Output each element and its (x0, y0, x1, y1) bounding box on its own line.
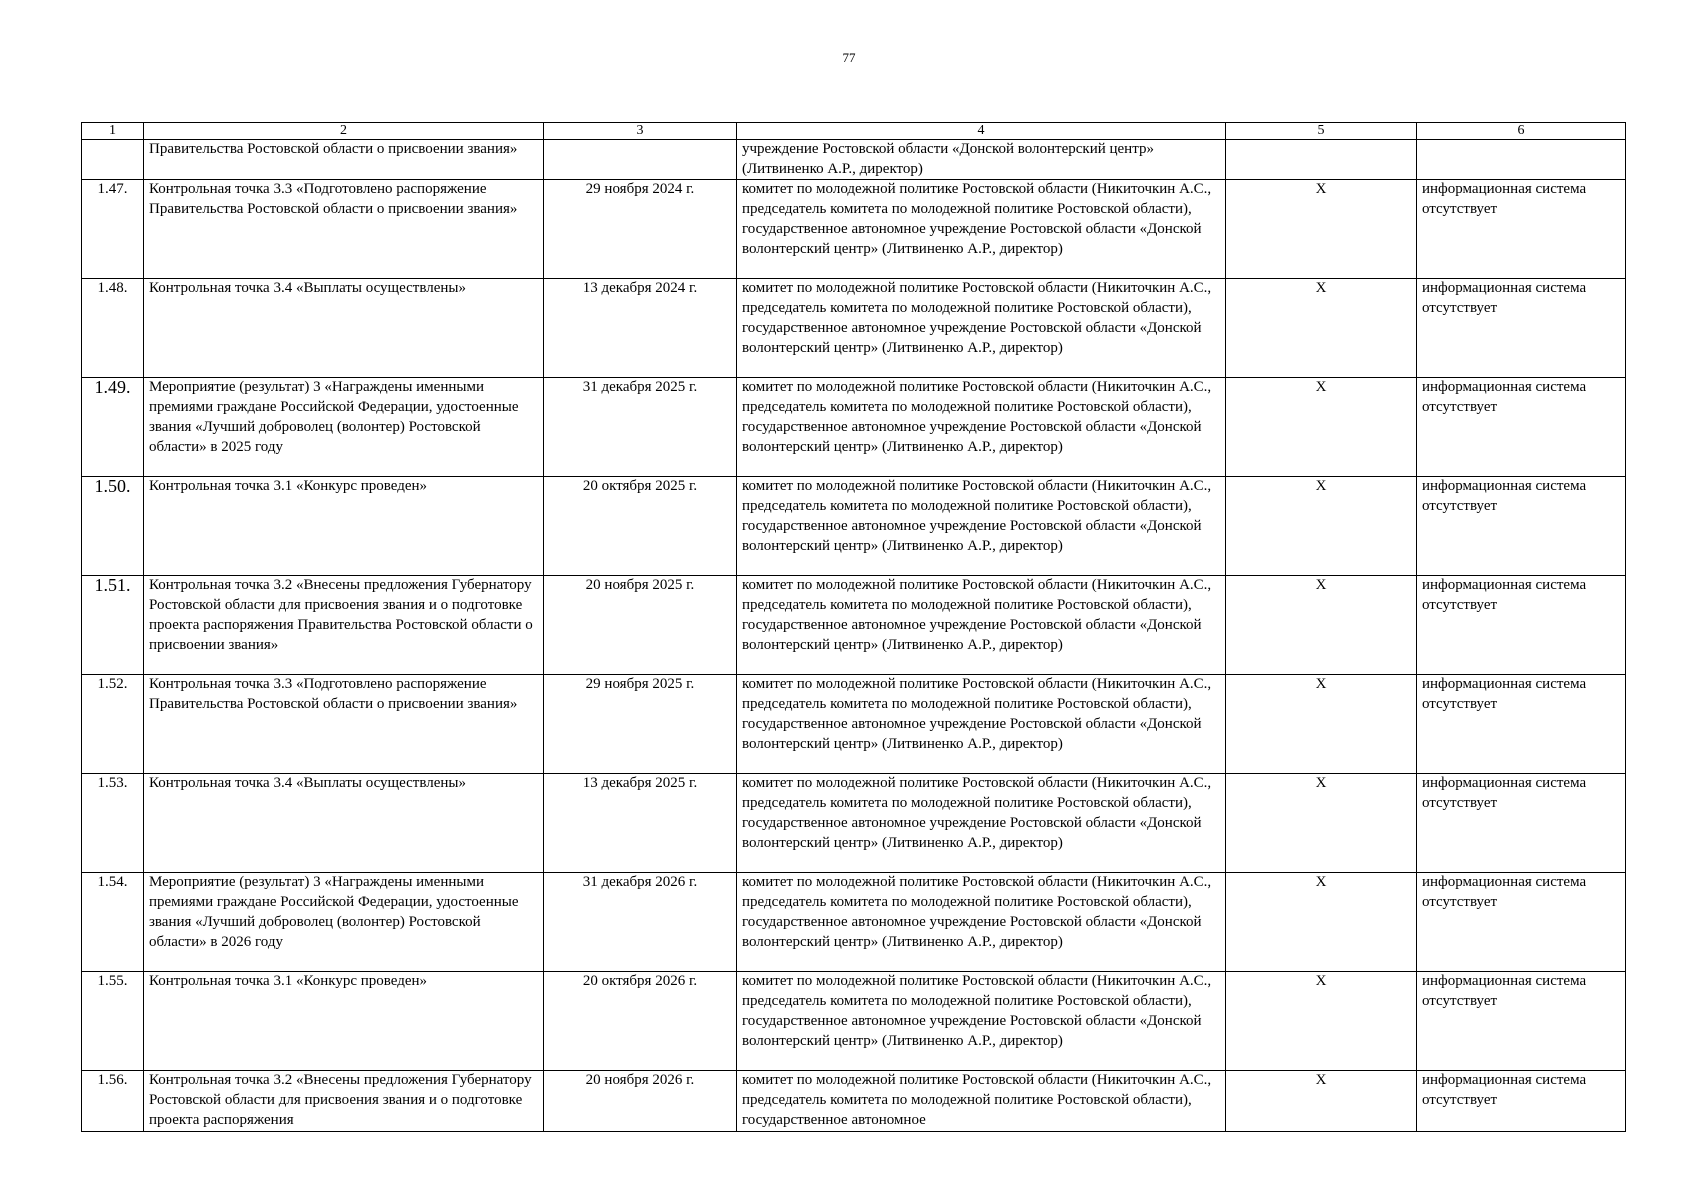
event-name: Контрольная точка 3.4 «Выплаты осуществлены» (144, 774, 544, 873)
due-date: 29 ноября 2024 г. (544, 180, 737, 279)
event-name: Контрольная точка 3.2 «Внесены предложения Губернатору Ростовской области для присвоения звания и о подготовке проекта распоряжения (144, 1071, 544, 1131)
event-name: Контрольная точка 3.3 «Подготовлено распоряжение Правительства Ростовской области о присвоении звания» (144, 180, 544, 279)
due-date: 29 ноября 2025 г. (544, 675, 737, 774)
responsible-executor: комитет по молодежной политике Ростовской области (Никиточкин А.С., председатель комитета по молодежной политике Ростовской области), государственное автономное учреждение Ростовской области «Донской волонтерский центр» (Литвиненко А.Р., директор) (737, 873, 1226, 972)
responsible-executor: комитет по молодежной политике Ростовской области (Никиточкин А.С., председатель комитета по молодежной политике Ростовской области), государственное автономное учреждение Ростовской области «Донской волонтерский центр» (Литвиненко А.Р., директор) (737, 180, 1226, 279)
row-number: 1.51. (82, 576, 144, 675)
document-type: Х (1226, 972, 1417, 1071)
information-system: информационная система отсутствует (1417, 675, 1626, 774)
information-system: информационная система отсутствует (1417, 180, 1626, 279)
row-number: 1.50. (82, 477, 144, 576)
table-row (82, 972, 1626, 1071)
due-date (544, 140, 737, 180)
information-system: информационная система отсутствует (1417, 972, 1626, 1071)
due-date: 20 ноября 2025 г. (544, 576, 737, 675)
table-row (82, 873, 1626, 972)
document-type: Х (1226, 279, 1417, 378)
column-number: 6 (1417, 123, 1626, 140)
row-number: 1.49. (82, 378, 144, 477)
responsible-executor: учреждение Ростовской области «Донской волонтерский центр» (Литвиненко А.Р., директор) (737, 140, 1226, 180)
column-number: 5 (1226, 123, 1417, 140)
due-date: 13 декабря 2024 г. (544, 279, 737, 378)
row-number: 1.56. (82, 1071, 144, 1131)
document-type (1226, 140, 1417, 180)
event-name: Контрольная точка 3.1 «Конкурс проведен» (144, 477, 544, 576)
event-name: Контрольная точка 3.1 «Конкурс проведен» (144, 972, 544, 1071)
table-row (82, 774, 1626, 873)
due-date: 13 декабря 2025 г. (544, 774, 737, 873)
page-number: 77 (842, 50, 856, 65)
responsible-executor: комитет по молодежной политике Ростовской области (Никиточкин А.С., председатель комитета по молодежной политике Ростовской области), государственное автономное учреждение Ростовской области «Донской волонтерский центр» (Литвиненко А.Р., директор) (737, 972, 1226, 1071)
event-name: Контрольная точка 3.4 «Выплаты осуществлены» (144, 279, 544, 378)
table-row (82, 1071, 1626, 1131)
table-row (82, 477, 1626, 576)
document-type: Х (1226, 675, 1417, 774)
row-number: 1.54. (82, 873, 144, 972)
responsible-executor: комитет по молодежной политике Ростовской области (Никиточкин А.С., председатель комитета по молодежной политике Ростовской области), государственное автономное учреждение Ростовской области «Донской волонтерский центр» (Литвиненко А.Р., директор) (737, 675, 1226, 774)
event-name: Контрольная точка 3.3 «Подготовлено распоряжение Правительства Ростовской области о присвоении звания» (144, 675, 544, 774)
due-date: 31 декабря 2026 г. (544, 873, 737, 972)
information-system: информационная система отсутствует (1417, 873, 1626, 972)
document-type: Х (1226, 576, 1417, 675)
document-type: Х (1226, 774, 1417, 873)
event-name: Правительства Ростовской области о присвоении звания» (144, 140, 544, 180)
row-number: 1.53. (82, 774, 144, 873)
column-number: 2 (144, 123, 544, 140)
column-number-row (82, 123, 1626, 140)
responsible-executor: комитет по молодежной политике Ростовской области (Никиточкин А.С., председатель комитета по молодежной политике Ростовской области), государственное автономное учреждение Ростовской области «Донской волонтерский центр» (Литвиненко А.Р., директор) (737, 378, 1226, 477)
table-row (82, 140, 1626, 180)
responsible-executor: комитет по молодежной политике Ростовской области (Никиточкин А.С., председатель комитета по молодежной политике Ростовской области), государственное автономное учреждение Ростовской области «Донской волонтерский центр» (Литвиненко А.Р., директор) (737, 774, 1226, 873)
responsible-executor: комитет по молодежной политике Ростовской области (Никиточкин А.С., председатель комитета по молодежной политике Ростовской области), государственное автономное учреждение Ростовской области «Донской волонтерский центр» (Литвиненко А.Р., директор) (737, 576, 1226, 675)
information-system: информационная система отсутствует (1417, 378, 1626, 477)
due-date: 20 октября 2025 г. (544, 477, 737, 576)
column-number: 3 (544, 123, 737, 140)
column-number: 1 (82, 123, 144, 140)
document-type: Х (1226, 180, 1417, 279)
table-row (82, 576, 1626, 675)
row-number: 1.48. (82, 279, 144, 378)
table-row (82, 675, 1626, 774)
responsible-executor: комитет по молодежной политике Ростовской области (Никиточкин А.С., председатель комитета по молодежной политике Ростовской области), государственное автономное учреждение Ростовской области «Донской волонтерский центр» (Литвиненко А.Р., директор) (737, 477, 1226, 576)
row-number: 1.55. (82, 972, 144, 1071)
event-name: Мероприятие (результат) 3 «Награждены именными премиями граждане Российской Федерации, удостоенные звания «Лучший доброволец (волонтер) Ростовской области» в 2025 году (144, 378, 544, 477)
document-type: Х (1226, 1071, 1417, 1131)
row-number: 1.47. (82, 180, 144, 279)
row-number: 1.52. (82, 675, 144, 774)
information-system: информационная система отсутствует (1417, 1071, 1626, 1131)
table-row (82, 378, 1626, 477)
due-date: 20 ноября 2026 г. (544, 1071, 737, 1131)
plan-table (81, 122, 1626, 1132)
information-system (1417, 140, 1626, 180)
information-system: информационная система отсутствует (1417, 774, 1626, 873)
information-system: информационная система отсутствует (1417, 477, 1626, 576)
document-type: Х (1226, 378, 1417, 477)
table-row (82, 279, 1626, 378)
document-type: Х (1226, 873, 1417, 972)
responsible-executor: комитет по молодежной политике Ростовской области (Никиточкин А.С., председатель комитета по молодежной политике Ростовской области), государственное автономное (737, 1071, 1226, 1131)
column-number: 4 (737, 123, 1226, 140)
event-name: Мероприятие (результат) 3 «Награждены именными премиями граждане Российской Федерации, удостоенные звания «Лучший доброволец (волонтер) Ростовской области» в 2026 году (144, 873, 544, 972)
event-name: Контрольная точка 3.2 «Внесены предложения Губернатору Ростовской области для присвоения звания и о подготовке проекта распоряжения Правительства Ростовской области о присвоении звания» (144, 576, 544, 675)
document-type: Х (1226, 477, 1417, 576)
responsible-executor: комитет по молодежной политике Ростовской области (Никиточкин А.С., председатель комитета по молодежной политике Ростовской области), государственное автономное учреждение Ростовской области «Донской волонтерский центр» (Литвиненко А.Р., директор) (737, 279, 1226, 378)
information-system: информационная система отсутствует (1417, 576, 1626, 675)
due-date: 20 октября 2026 г. (544, 972, 737, 1071)
row-number (82, 140, 144, 180)
due-date: 31 декабря 2025 г. (544, 378, 737, 477)
information-system: информационная система отсутствует (1417, 279, 1626, 378)
table-row (82, 180, 1626, 279)
